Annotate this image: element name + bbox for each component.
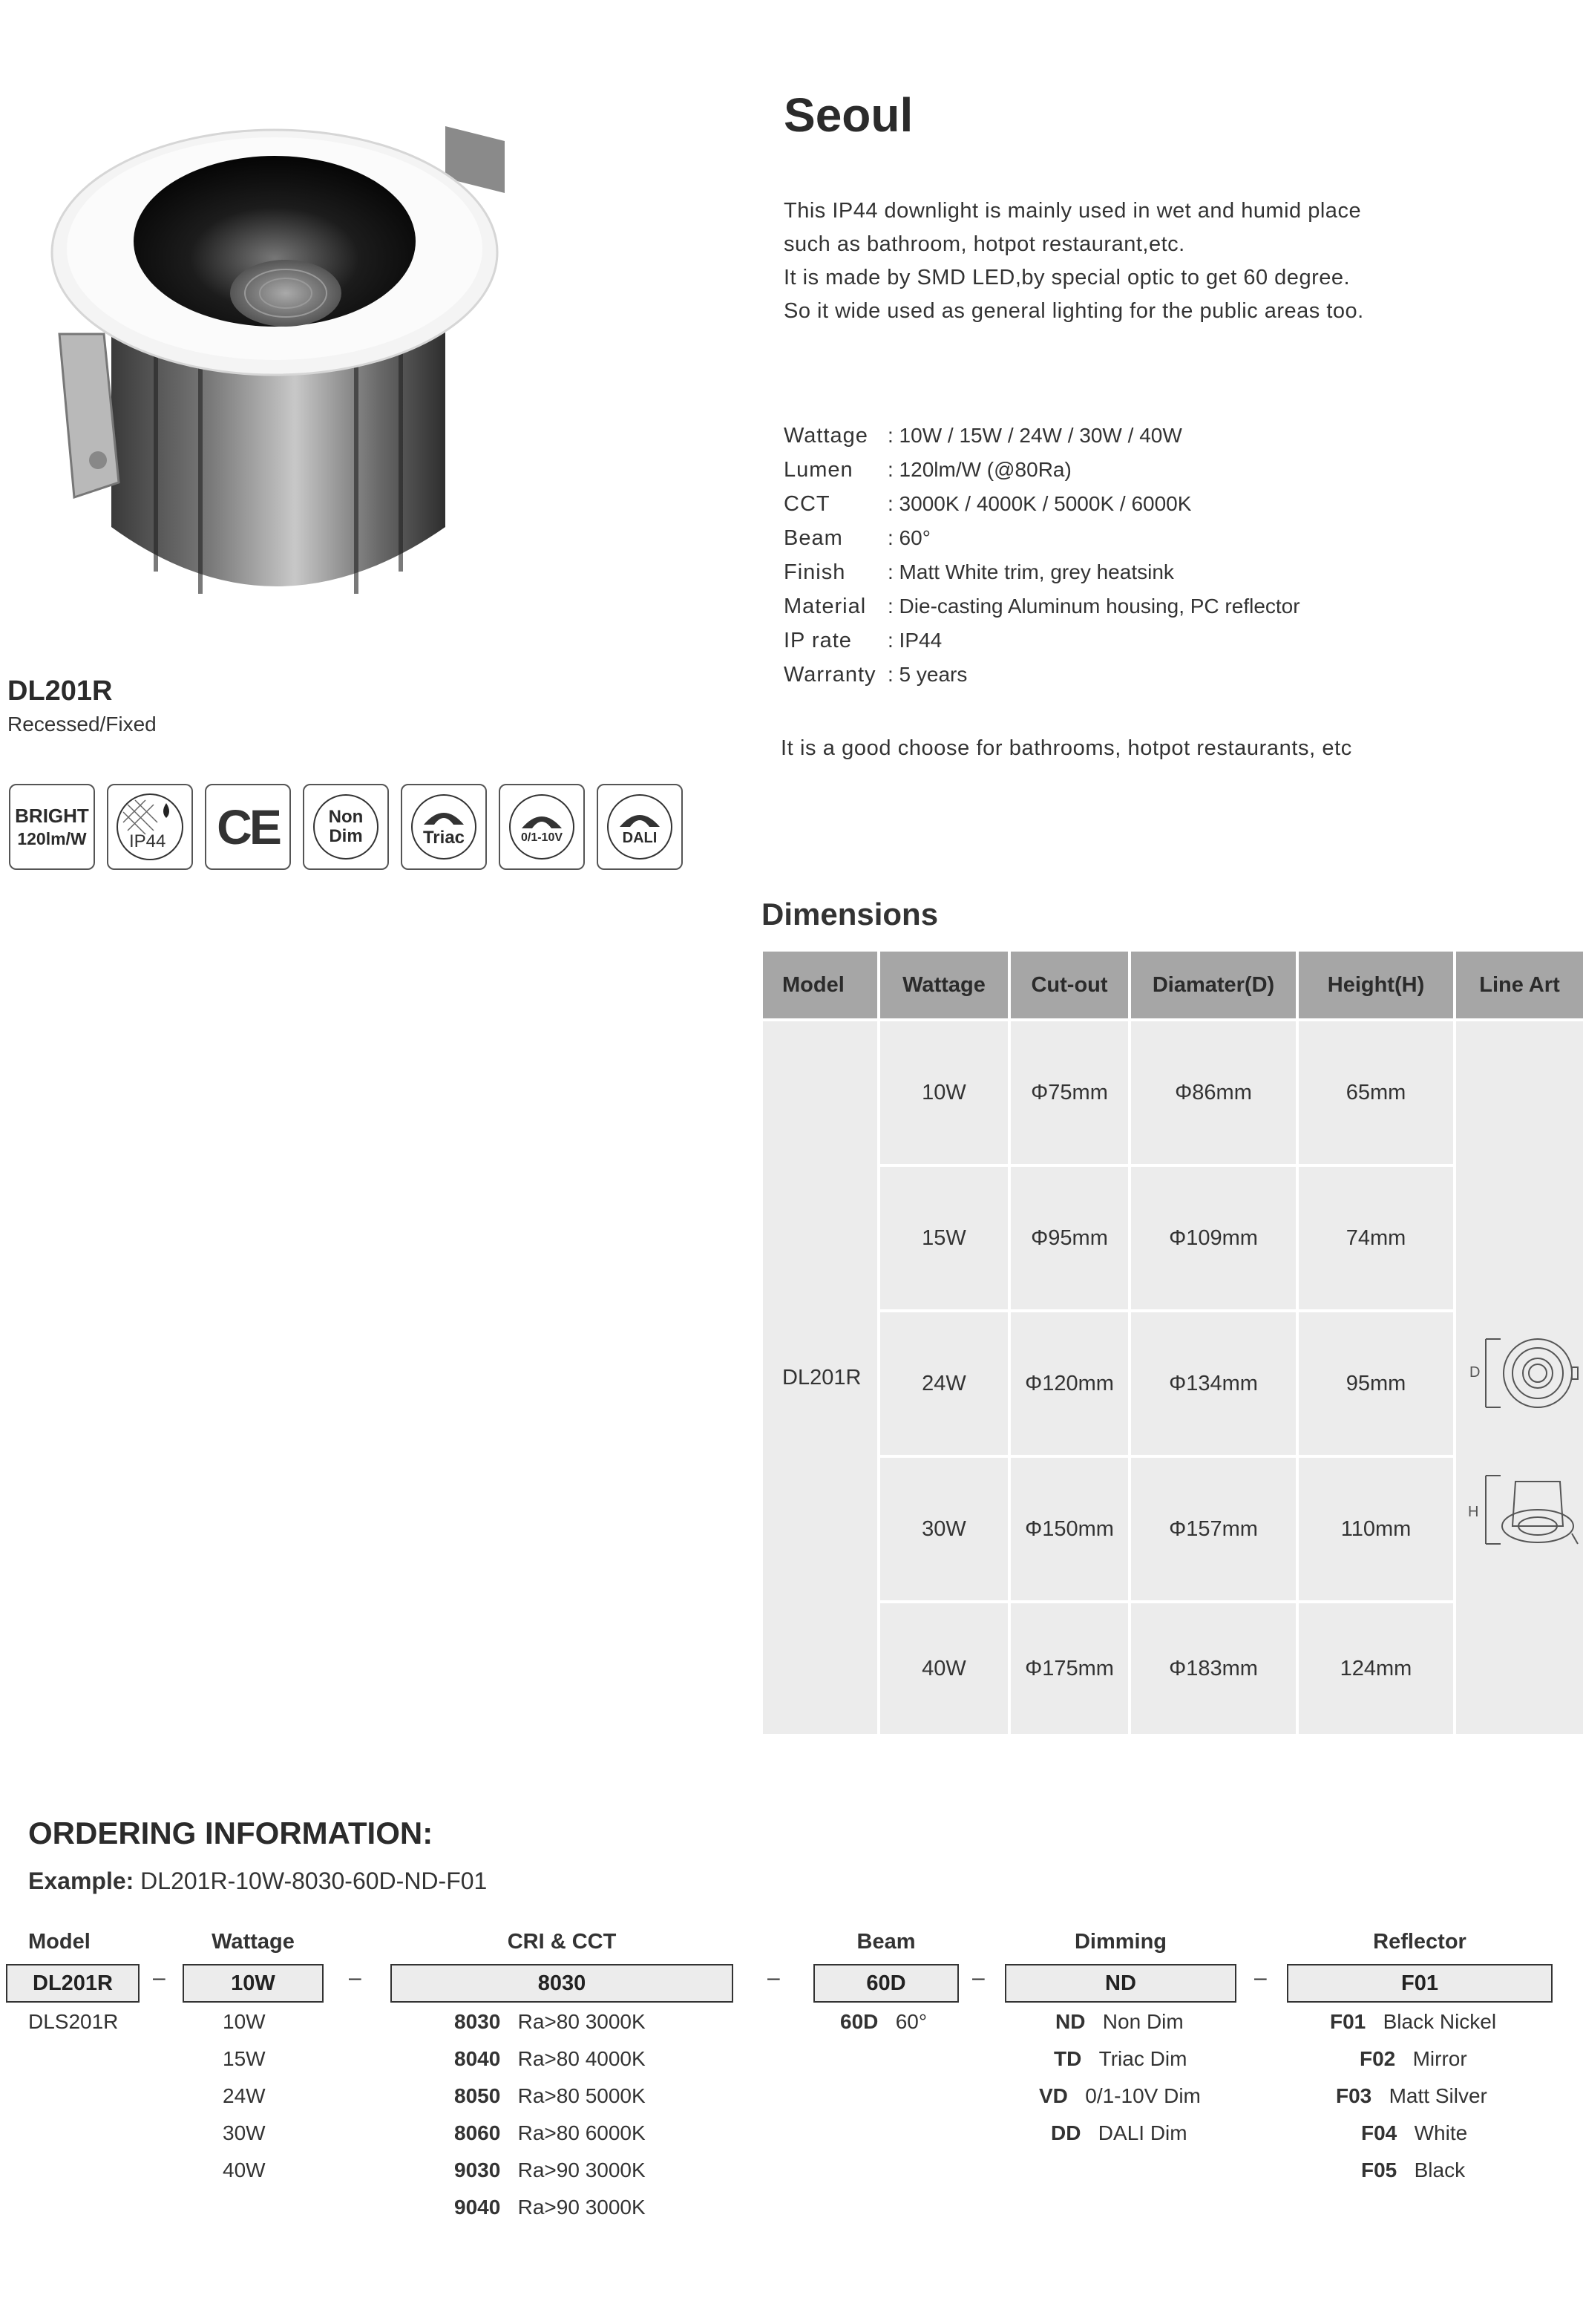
spec-value: : Matt White trim, grey heatsink <box>888 560 1174 583</box>
cutout-cell: Φ175mm <box>1011 1603 1131 1734</box>
reflector-desc: Black Nickel <box>1383 2010 1497 2033</box>
cri-option <box>454 2047 646 2071</box>
selected-wattage: 10W <box>183 1964 324 2003</box>
spec-row <box>784 453 1300 487</box>
dali-label: DALI <box>622 829 658 846</box>
spec-label: Warranty <box>784 662 876 687</box>
wattage-cell: 15W <box>880 1167 1011 1309</box>
spec-row <box>784 521 1300 555</box>
dimming-option <box>1054 2047 1187 2071</box>
reflector-option <box>1361 2121 1467 2145</box>
separator-dash: – <box>349 1965 361 1990</box>
header-cutout: Cut-out <box>1011 952 1131 1018</box>
cri-option <box>454 2196 646 2219</box>
ip44-icon <box>107 784 193 870</box>
dim-010v-label: 0/1-10V <box>520 831 563 844</box>
diameter-cell: Φ86mm <box>1131 1021 1299 1164</box>
header-diameter: Diamater(D) <box>1131 952 1299 1018</box>
ordering-example <box>28 1868 487 1895</box>
beam-option <box>840 2010 927 2034</box>
model-cell: DL201R <box>763 1021 880 1734</box>
header-model: Model <box>763 952 880 1018</box>
spec-label: Wattage <box>784 423 868 448</box>
wattage-cell: 40W <box>880 1603 1011 1734</box>
model-code: DL201R <box>7 675 113 707</box>
spec-row <box>784 487 1300 521</box>
diameter-cell: Φ109mm <box>1131 1167 1299 1309</box>
reflector-desc: Black <box>1414 2158 1466 2181</box>
spec-label: Finish <box>784 560 846 584</box>
model-type: Recessed/Fixed <box>7 713 157 736</box>
header-line-art: Line Art <box>1479 972 1560 997</box>
ce-label: CE <box>217 799 279 854</box>
line-art-h-label: H <box>1468 1504 1479 1520</box>
separator-dash: – <box>153 1965 165 1990</box>
dimensions-table <box>763 952 1583 1734</box>
cri-option <box>454 2084 646 2108</box>
dimming-desc: DALI Dim <box>1098 2121 1187 2144</box>
spec-label: Material <box>784 594 867 618</box>
spec-row <box>784 623 1300 658</box>
ordering-title: ORDERING INFORMATION: <box>28 1816 433 1850</box>
spec-value: : 120lm/W (@80Ra) <box>888 458 1072 481</box>
cutout-cell: Φ95mm <box>1011 1167 1131 1309</box>
spec-list <box>784 419 1300 692</box>
description-line: This IP44 downlight is mainly used in wet and humid place <box>784 199 1362 223</box>
height-cell: 74mm <box>1299 1167 1456 1309</box>
spec-label: Beam <box>784 526 843 550</box>
cutout-cell: Φ150mm <box>1011 1458 1131 1600</box>
wattage-cell: 10W <box>880 1021 1011 1164</box>
dimensions-title: Dimensions <box>761 897 939 932</box>
description-line: So it wide used as general lighting for the public areas too. <box>784 299 1364 323</box>
cri-code: 8040 <box>454 2047 501 2070</box>
selected-reflector: F01 <box>1287 1964 1553 2003</box>
cri-option <box>454 2158 646 2182</box>
wattage-option: 24W <box>223 2084 266 2107</box>
product-title: Seoul <box>784 88 914 142</box>
col-head-wattage: Wattage <box>212 1930 295 1954</box>
ip44-graphic <box>113 790 187 864</box>
reflector-option <box>1361 2158 1465 2182</box>
wattage-option: 40W <box>223 2158 266 2181</box>
beam-code: 60D <box>840 2010 879 2033</box>
separator-dash: – <box>972 1965 985 1990</box>
selected-model: DL201R <box>6 1964 140 2003</box>
dimming-code: ND <box>1055 2010 1086 2033</box>
reflector-desc: Mirror <box>1412 2047 1467 2070</box>
dimming-code: TD <box>1054 2047 1082 2070</box>
col-head-cri: CRI & CCT <box>507 1930 617 1954</box>
table-row <box>880 1458 1456 1603</box>
height-cell: 110mm <box>1299 1458 1456 1600</box>
selected-cri: 8030 <box>390 1964 733 2003</box>
cri-desc: Ra>80 4000K <box>517 2047 646 2070</box>
spec-label: Lumen <box>784 457 853 482</box>
reflector-code: F05 <box>1361 2158 1397 2181</box>
spec-value: : 5 years <box>888 663 968 686</box>
cri-desc: Ra>90 3000K <box>517 2196 646 2219</box>
triac-label: Triac <box>422 828 465 848</box>
cri-desc: Ra>80 5000K <box>517 2084 646 2107</box>
line-art-cell <box>1456 1021 1583 1734</box>
spec-value: : 60° <box>888 526 931 549</box>
example-value: DL201R-10W-8030-60D-ND-F01 <box>140 1868 488 1894</box>
product-description <box>784 194 1364 328</box>
col-head-dimming: Dimming <box>1074 1930 1167 1954</box>
spec-row <box>784 658 1300 692</box>
product-image <box>30 111 534 631</box>
cri-desc: Ra>80 3000K <box>517 2010 646 2033</box>
dim-arc-icon <box>418 805 470 828</box>
wattage-option: 30W <box>223 2121 266 2144</box>
dimming-desc: Non Dim <box>1102 2010 1184 2033</box>
cri-code: 8030 <box>454 2010 501 2033</box>
cri-option <box>454 2121 646 2145</box>
table-header <box>763 952 1583 1018</box>
reflector-option <box>1360 2047 1467 2071</box>
table-row <box>880 1167 1456 1312</box>
separator-dash: – <box>767 1965 780 1990</box>
usage-note: It is a good choose for bathrooms, hotpot restaurants, etc <box>781 736 1352 760</box>
wattage-option: 10W <box>223 2010 266 2033</box>
col-head-model: Model <box>28 1930 91 1954</box>
separator-dash: – <box>1254 1965 1267 1990</box>
wattage-cell: 24W <box>880 1312 1011 1455</box>
reflector-desc: White <box>1414 2121 1468 2144</box>
example-label: Example: <box>28 1868 134 1894</box>
cri-code: 8060 <box>454 2121 501 2144</box>
dim-arc-icon <box>614 808 666 830</box>
table-row <box>880 1021 1456 1167</box>
reflector-code: F02 <box>1360 2047 1396 2070</box>
col-head-beam: Beam <box>856 1930 916 1954</box>
height-cell: 95mm <box>1299 1312 1456 1455</box>
reflector-code: F04 <box>1361 2121 1397 2144</box>
table-row <box>880 1312 1456 1458</box>
cri-code: 9030 <box>454 2158 501 2181</box>
spec-value: : IP44 <box>888 629 943 652</box>
diameter-cell: Φ183mm <box>1131 1603 1299 1734</box>
beam-desc: 60° <box>895 2010 928 2033</box>
spec-value: : 3000K / 4000K / 5000K / 6000K <box>888 492 1192 515</box>
table-body <box>763 1021 1583 1734</box>
dim-arc-icon <box>516 809 568 831</box>
spec-value: : Die-casting Aluminum housing, PC reflector <box>888 595 1300 618</box>
col-head-reflector: Reflector <box>1373 1930 1466 1954</box>
triac-dim-icon <box>401 784 487 870</box>
reflector-code: F03 <box>1336 2084 1372 2107</box>
cri-desc: Ra>90 3000K <box>517 2158 646 2181</box>
line-art-d-label: D <box>1469 1364 1481 1381</box>
efficacy-label: 120lm/W <box>17 828 87 848</box>
selected-dimming: ND <box>1005 1964 1236 2003</box>
dimming-desc: Triac Dim <box>1098 2047 1187 2070</box>
dimming-option <box>1055 2010 1184 2034</box>
cutout-cell: Φ75mm <box>1011 1021 1131 1164</box>
reflector-code: F01 <box>1330 2010 1366 2033</box>
dim-010v-icon <box>499 784 585 870</box>
dimming-desc: 0/1-10V Dim <box>1085 2084 1201 2107</box>
description-line: It is made by SMD LED,by special optic to get 60 degree. <box>784 266 1351 289</box>
reflector-option <box>1330 2010 1496 2034</box>
cri-desc: Ra>80 6000K <box>517 2121 646 2144</box>
dimming-option <box>1051 2121 1187 2145</box>
dimming-code: DD <box>1051 2121 1081 2144</box>
cri-code: 8050 <box>454 2084 501 2107</box>
spec-row <box>784 589 1300 623</box>
non-dim-line2: Dim <box>329 826 363 846</box>
selected-beam: 60D <box>813 1964 959 2003</box>
brightness-icon <box>9 784 95 870</box>
diameter-cell: Φ134mm <box>1131 1312 1299 1455</box>
reflector-option <box>1336 2084 1487 2108</box>
table-row <box>880 1603 1456 1734</box>
wattage-cell: 30W <box>880 1458 1011 1600</box>
non-dim-line1: Non <box>328 807 364 827</box>
dimming-option <box>1039 2084 1201 2108</box>
bright-label: BRIGHT <box>15 804 89 827</box>
non-dim-icon <box>303 784 389 870</box>
ce-icon <box>205 784 291 870</box>
cutout-cell: Φ120mm <box>1011 1312 1131 1455</box>
spec-row <box>784 555 1300 589</box>
spec-value: : 10W / 15W / 24W / 30W / 40W <box>888 424 1182 447</box>
cri-code: 9040 <box>454 2196 501 2219</box>
spec-label: CCT <box>784 491 830 516</box>
dimming-code: VD <box>1039 2084 1068 2107</box>
spec-label: IP rate <box>784 628 852 652</box>
diameter-cell: Φ157mm <box>1131 1458 1299 1600</box>
model-option: DLS201R <box>28 2010 119 2033</box>
cri-option <box>454 2010 646 2034</box>
ip44-label: IP44 <box>129 831 166 851</box>
wattage-option: 15W <box>223 2047 266 2070</box>
dali-icon <box>597 784 683 870</box>
height-cell: 124mm <box>1299 1603 1456 1734</box>
reflector-desc: Matt Silver <box>1389 2084 1487 2107</box>
header-wattage: Wattage <box>880 952 1011 1018</box>
header-height: Height(H) <box>1299 952 1456 1018</box>
height-cell: 65mm <box>1299 1021 1456 1164</box>
spec-row <box>784 419 1300 453</box>
certification-icons <box>9 784 683 870</box>
description-line: such as bathroom, hotpot restaurant,etc. <box>784 232 1185 256</box>
